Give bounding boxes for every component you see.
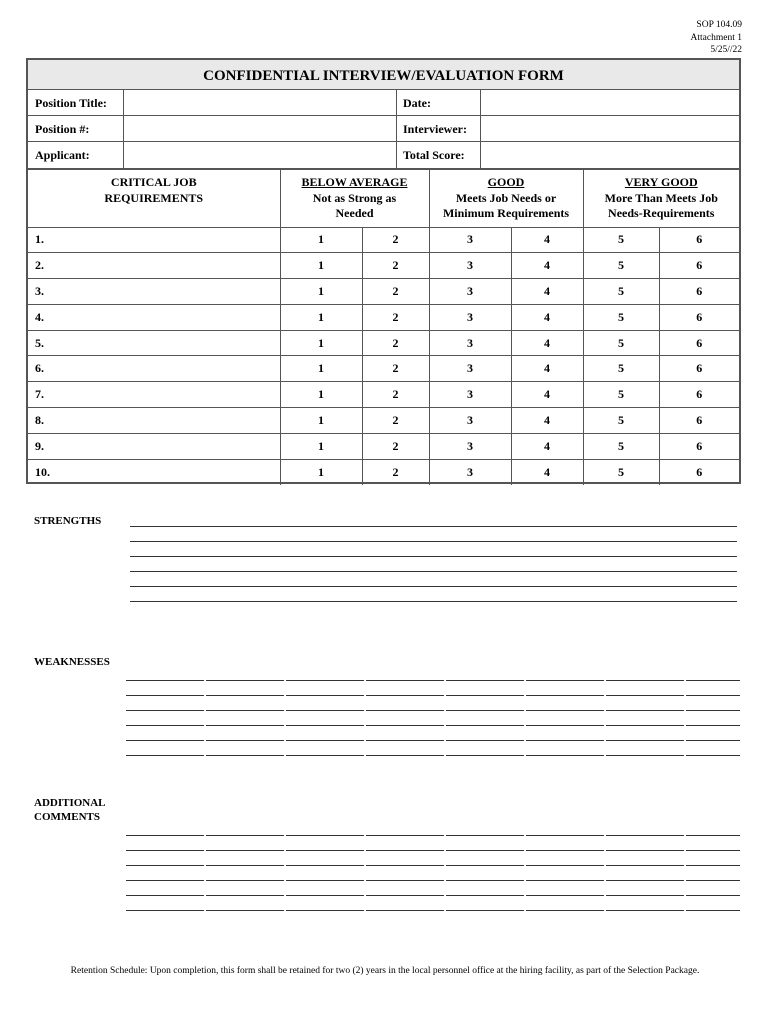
score-option-2[interactable]: 2 bbox=[362, 330, 429, 356]
score-option-6[interactable]: 6 bbox=[659, 356, 739, 382]
score-option-3[interactable]: 3 bbox=[429, 279, 511, 305]
score-option-4[interactable]: 4 bbox=[511, 382, 583, 408]
score-option-5[interactable]: 5 bbox=[583, 330, 659, 356]
requirement-number[interactable]: 2. bbox=[28, 253, 280, 279]
form-title: CONFIDENTIAL INTERVIEW/EVALUATION FORM bbox=[28, 60, 739, 90]
score-option-6[interactable]: 6 bbox=[659, 459, 739, 485]
rating-row bbox=[28, 330, 739, 356]
rating-row bbox=[28, 227, 739, 253]
score-option-6[interactable]: 6 bbox=[659, 253, 739, 279]
score-option-5[interactable]: 5 bbox=[583, 459, 659, 485]
total-score-label: Total Score: bbox=[403, 148, 465, 162]
date-field[interactable] bbox=[480, 90, 739, 115]
strengths-label: STRENGTHS bbox=[34, 515, 102, 527]
score-option-1[interactable]: 1 bbox=[280, 330, 362, 356]
writing-line bbox=[126, 666, 740, 681]
weaknesses-lines[interactable] bbox=[126, 666, 740, 756]
score-option-2[interactable]: 2 bbox=[362, 433, 429, 459]
score-option-5[interactable]: 5 bbox=[583, 433, 659, 459]
score-option-3[interactable]: 3 bbox=[429, 227, 511, 253]
score-option-5[interactable]: 5 bbox=[583, 227, 659, 253]
score-option-1[interactable]: 1 bbox=[280, 304, 362, 330]
writing-line bbox=[130, 587, 737, 602]
total-score-field[interactable] bbox=[480, 142, 739, 168]
additional-comments-label: ADDITIONAL COMMENTS bbox=[34, 797, 106, 823]
score-option-5[interactable]: 5 bbox=[583, 356, 659, 382]
score-option-1[interactable]: 1 bbox=[280, 433, 362, 459]
score-option-6[interactable]: 6 bbox=[659, 382, 739, 408]
very-good-header: VERY GOOD More Than Meets Job Needs-Requirements bbox=[583, 170, 739, 227]
rating-row bbox=[28, 459, 739, 485]
score-option-4[interactable]: 4 bbox=[511, 356, 583, 382]
score-option-3[interactable]: 3 bbox=[429, 356, 511, 382]
rating-row bbox=[28, 356, 739, 382]
writing-line bbox=[130, 542, 737, 557]
score-option-6[interactable]: 6 bbox=[659, 408, 739, 434]
score-option-1[interactable]: 1 bbox=[280, 459, 362, 485]
writing-line bbox=[126, 896, 740, 911]
writing-line bbox=[126, 851, 740, 866]
score-option-4[interactable]: 4 bbox=[511, 330, 583, 356]
writing-line bbox=[126, 866, 740, 881]
score-option-2[interactable]: 2 bbox=[362, 227, 429, 253]
score-option-3[interactable]: 3 bbox=[429, 253, 511, 279]
requirement-number[interactable]: 7. bbox=[28, 382, 280, 408]
score-option-4[interactable]: 4 bbox=[511, 253, 583, 279]
interviewer-field[interactable] bbox=[480, 116, 739, 141]
writing-line bbox=[130, 512, 737, 527]
score-option-3[interactable]: 3 bbox=[429, 408, 511, 434]
score-option-5[interactable]: 5 bbox=[583, 382, 659, 408]
score-option-5[interactable]: 5 bbox=[583, 279, 659, 305]
rating-header-row bbox=[28, 170, 739, 227]
score-option-6[interactable]: 6 bbox=[659, 304, 739, 330]
score-option-2[interactable]: 2 bbox=[362, 408, 429, 434]
interviewer-label: Interviewer: bbox=[403, 122, 467, 136]
writing-line bbox=[126, 696, 740, 711]
score-option-4[interactable]: 4 bbox=[511, 227, 583, 253]
weaknesses-label: WEAKNESSES bbox=[34, 656, 110, 668]
score-option-6[interactable]: 6 bbox=[659, 330, 739, 356]
evaluation-form bbox=[26, 58, 741, 484]
requirement-number[interactable]: 10. bbox=[28, 459, 280, 485]
requirement-number[interactable]: 8. bbox=[28, 408, 280, 434]
header-row-position-title bbox=[28, 90, 739, 116]
good-header: GOOD Meets Job Needs or Minimum Requirements bbox=[429, 170, 583, 227]
writing-line bbox=[126, 711, 740, 726]
score-option-2[interactable]: 2 bbox=[362, 382, 429, 408]
date-label: Date: bbox=[403, 96, 431, 110]
score-option-1[interactable]: 1 bbox=[280, 382, 362, 408]
writing-line bbox=[130, 527, 737, 542]
score-option-4[interactable]: 4 bbox=[511, 459, 583, 485]
additional-comments-lines[interactable] bbox=[126, 821, 740, 911]
sop-number: SOP 104.09 bbox=[696, 20, 742, 30]
attachment-label: Attachment 1 bbox=[690, 32, 742, 43]
score-option-4[interactable]: 4 bbox=[511, 433, 583, 459]
score-option-6[interactable]: 6 bbox=[659, 279, 739, 305]
score-option-6[interactable]: 6 bbox=[659, 227, 739, 253]
applicant-field[interactable] bbox=[123, 142, 396, 168]
rating-row bbox=[28, 408, 739, 434]
score-option-4[interactable]: 4 bbox=[511, 304, 583, 330]
requirement-number[interactable]: 4. bbox=[28, 304, 280, 330]
score-option-2[interactable]: 2 bbox=[362, 253, 429, 279]
score-option-3[interactable]: 3 bbox=[429, 304, 511, 330]
score-option-1[interactable]: 1 bbox=[280, 253, 362, 279]
position-number-label: Position #: bbox=[35, 122, 90, 136]
score-option-2[interactable]: 2 bbox=[362, 279, 429, 305]
score-option-3[interactable]: 3 bbox=[429, 433, 511, 459]
rating-row bbox=[28, 304, 739, 330]
score-option-3[interactable]: 3 bbox=[429, 459, 511, 485]
score-option-1[interactable]: 1 bbox=[280, 356, 362, 382]
below-average-header: BELOW AVERAGE Not as Strong as Needed bbox=[280, 170, 429, 227]
header-row-applicant bbox=[28, 142, 739, 170]
strengths-lines[interactable] bbox=[130, 512, 737, 602]
score-option-3[interactable]: 3 bbox=[429, 330, 511, 356]
rating-row bbox=[28, 253, 739, 279]
requirement-number[interactable]: 6. bbox=[28, 356, 280, 382]
writing-line bbox=[130, 557, 737, 572]
score-option-4[interactable]: 4 bbox=[511, 279, 583, 305]
score-option-2[interactable]: 2 bbox=[362, 459, 429, 485]
score-option-6[interactable]: 6 bbox=[659, 433, 739, 459]
writing-line bbox=[130, 572, 737, 587]
writing-line bbox=[126, 681, 740, 696]
revision-date: 5/25//22 bbox=[710, 45, 742, 55]
rating-row bbox=[28, 382, 739, 408]
writing-line bbox=[126, 821, 740, 836]
position-number-field[interactable] bbox=[123, 116, 396, 141]
score-option-2[interactable]: 2 bbox=[362, 304, 429, 330]
score-option-5[interactable]: 5 bbox=[583, 253, 659, 279]
writing-line bbox=[126, 726, 740, 741]
requirement-number[interactable]: 1. bbox=[28, 227, 280, 253]
rating-row bbox=[28, 433, 739, 459]
score-option-1[interactable]: 1 bbox=[280, 227, 362, 253]
writing-line bbox=[126, 881, 740, 896]
position-title-field[interactable] bbox=[123, 90, 396, 115]
writing-line bbox=[126, 741, 740, 756]
score-option-1[interactable]: 1 bbox=[280, 408, 362, 434]
retention-schedule-note: Retention Schedule: Upon completion, this form shall be retained for two (2) years in the local personnel office at the hiring facility, as part of the Selection Package. bbox=[70, 966, 700, 976]
writing-line bbox=[126, 836, 740, 851]
applicant-label: Applicant: bbox=[35, 148, 90, 162]
score-option-5[interactable]: 5 bbox=[583, 304, 659, 330]
score-option-4[interactable]: 4 bbox=[511, 408, 583, 434]
requirement-number[interactable]: 5. bbox=[28, 330, 280, 356]
rating-row bbox=[28, 279, 739, 305]
rating-table bbox=[28, 170, 739, 485]
critical-job-requirements-header: CRITICAL JOB REQUIREMENTS bbox=[28, 170, 280, 227]
score-option-5[interactable]: 5 bbox=[583, 408, 659, 434]
position-title-label: Position Title: bbox=[35, 96, 107, 110]
score-option-1[interactable]: 1 bbox=[280, 279, 362, 305]
score-option-3[interactable]: 3 bbox=[429, 382, 511, 408]
score-option-2[interactable]: 2 bbox=[362, 356, 429, 382]
requirement-number[interactable]: 9. bbox=[28, 433, 280, 459]
document-reference bbox=[691, 19, 742, 57]
header-row-position-number bbox=[28, 116, 739, 142]
requirement-number[interactable]: 3. bbox=[28, 279, 280, 305]
